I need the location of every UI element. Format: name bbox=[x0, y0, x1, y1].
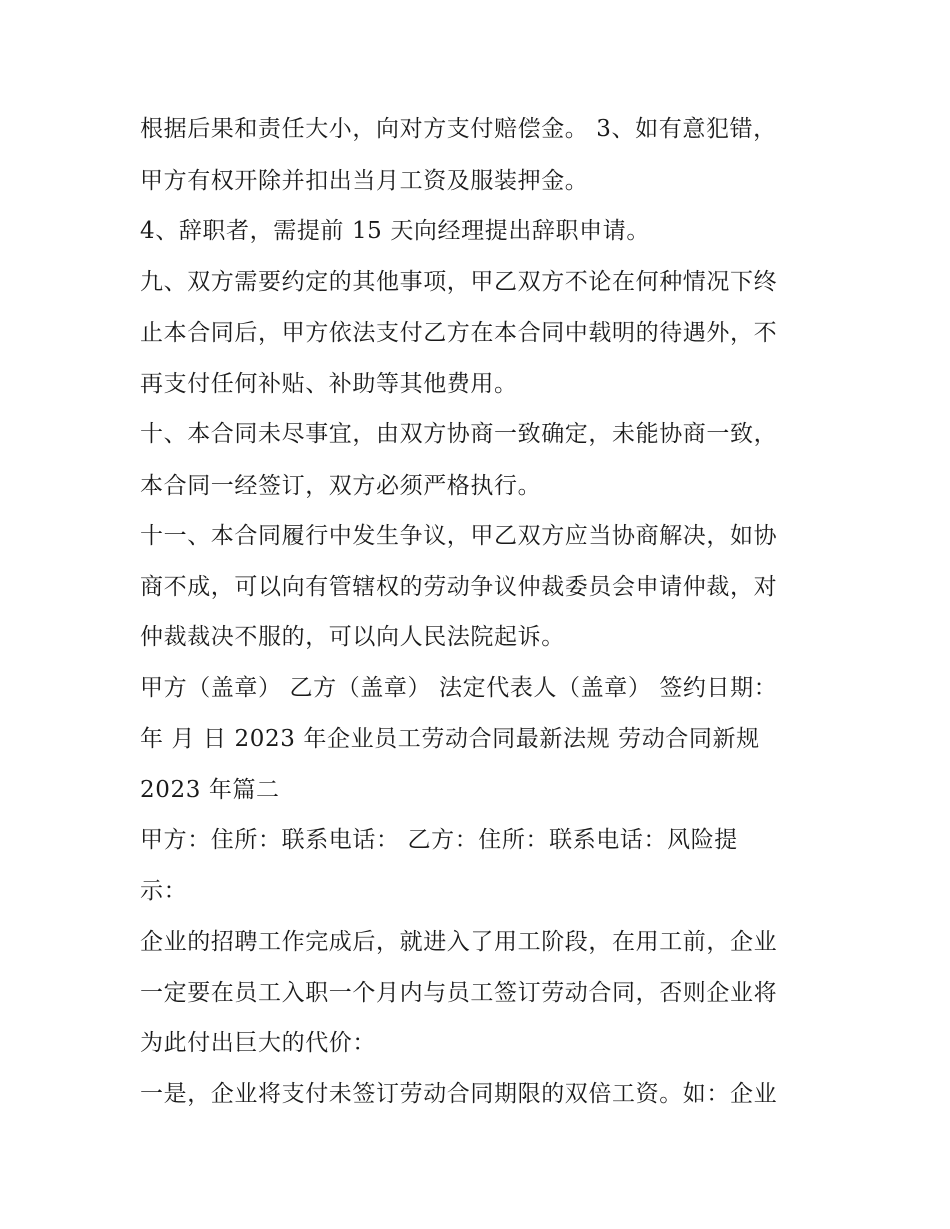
text-line: 2023 年篇二 bbox=[140, 777, 280, 803]
text-line: 仲裁裁决不服的，可以向人民法院起诉。 bbox=[140, 624, 565, 650]
text-line: 企业的招聘工作完成后，就进入了用工阶段，在用工前，企业 bbox=[140, 929, 778, 955]
text-line: 一定要在员工入职一个月内与员工签订劳动合同，否则企业将 bbox=[140, 980, 778, 1006]
text-line: 示： bbox=[140, 878, 188, 904]
text-line: 十一、本合同履行中发生争议，甲乙双方应当协商解决，如协 bbox=[140, 523, 778, 549]
text-line: 为此付出巨大的代价： bbox=[140, 1030, 376, 1056]
text-line: 九、双方需要约定的其他事项，甲乙双方不论在何种情况下终 bbox=[140, 269, 778, 295]
text-line: 止本合同后，甲方依法支付乙方在本合同中载明的待遇外，不 bbox=[140, 320, 778, 346]
text-line: 甲方（盖章） 乙方（盖章） 法定代表人（盖章） 签约日期： bbox=[140, 675, 778, 701]
text-line: 商不成，可以向有管辖权的劳动争议仲裁委员会申请仲裁，对 bbox=[140, 574, 778, 600]
text-line: 甲方有权开除并扣出当月工资及服装押金。 bbox=[140, 168, 589, 194]
text-line: 一是，企业将支付未签订劳动合同期限的双倍工资。如：企业 bbox=[140, 1081, 778, 1107]
text-line: 甲方：住所：联系电话： 乙方：住所：联系电话：风险提 bbox=[140, 827, 738, 853]
text-line: 年 月 日 2023 年企业员工劳动合同最新法规 劳动合同新规 bbox=[140, 726, 760, 752]
text-line: 十、本合同未尽事宜，由双方协商一致确定，未能协商一致， bbox=[140, 421, 778, 447]
text-line: 根据后果和责任大小，向对方支付赔偿金。 3、如有意犯错， bbox=[140, 116, 777, 142]
text-line: 4、辞职者，需提前 15 天向经理提出辞职申请。 bbox=[140, 218, 650, 244]
text-line: 再支付任何补贴、补助等其他费用。 bbox=[140, 371, 518, 397]
text-line: 本合同一经签订，双方必须严格执行。 bbox=[140, 473, 542, 499]
